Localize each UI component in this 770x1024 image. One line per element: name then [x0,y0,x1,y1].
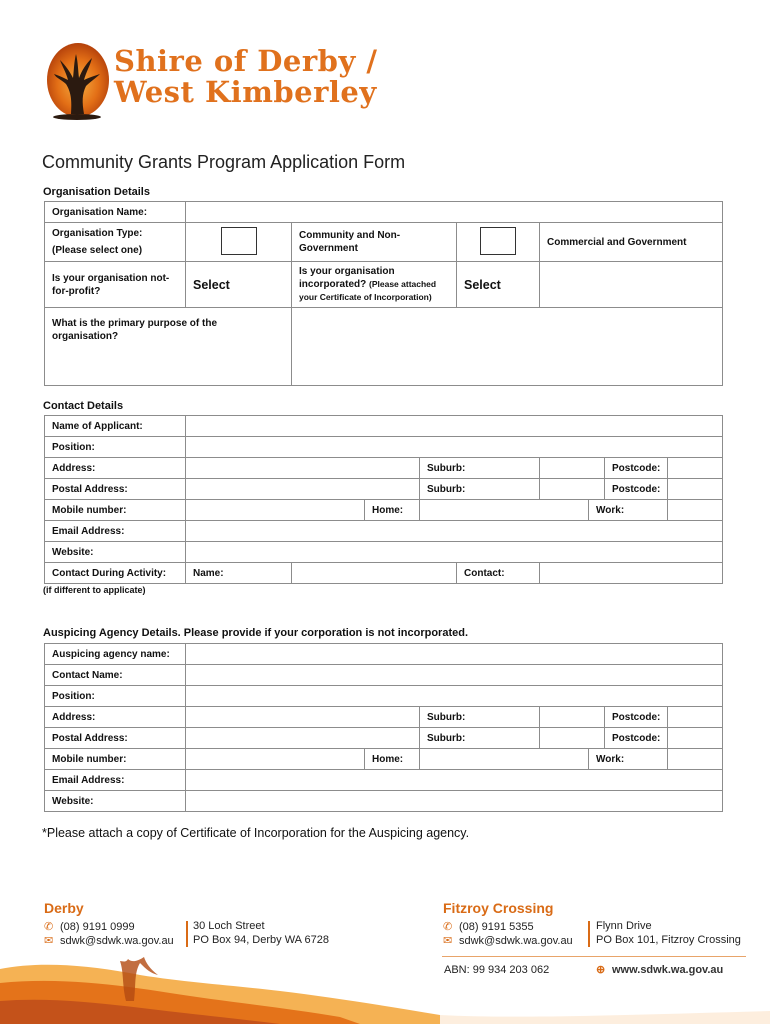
org-type-label-text: Organisation Type: [52,228,143,239]
nfp-label-line1: Is your organisation not- [52,272,170,284]
agency-postcode-field[interactable] [668,707,723,728]
org-type-label [45,223,186,262]
applicant-label: Name of Applicant: [45,416,186,437]
footer-derby-phone [44,920,135,933]
org-type-hint: (Please select one) [52,245,143,256]
website-field[interactable] [186,542,723,563]
contact-section-title: Contact Details [43,400,124,412]
nfp-label [45,262,186,308]
postal-address-field[interactable] [186,479,420,500]
purpose-field[interactable] [292,308,723,386]
mobile-field[interactable] [186,500,365,521]
website-label: Website: [45,542,186,563]
phone-icon: ✆ [443,921,453,933]
shire-logo-text [114,46,377,108]
page-title: Community Grants Program Application Form [42,152,406,172]
footnote: *Please attach a copy of Certificate of Incorporation for the Auspicing agency. [42,826,470,840]
activity-contact-label: Contact: [457,563,540,584]
org-type-cell-1 [186,223,292,262]
footer-divider [588,921,590,947]
position-label: Position: [45,437,186,458]
postcode-label: Postcode: [605,458,668,479]
email-icon: ✉ [44,935,54,947]
work-label: Work: [589,500,668,521]
nfp-select[interactable]: Select [186,262,292,308]
agency-website-label: Website: [45,791,186,812]
org-name-label: Organisation Name: [45,202,186,223]
address-field[interactable] [186,458,420,479]
postal-suburb-label: Suburb: [420,479,540,500]
home-field[interactable] [420,500,589,521]
postal-postcode-field[interactable] [668,479,723,500]
agency-postal-label: Postal Address: [45,728,186,749]
suburb-label: Suburb: [420,458,540,479]
work-field[interactable] [668,500,723,521]
derby-email-text: sdwk@sdwk.wa.gov.au [60,935,174,947]
inc-label-line2 [299,278,449,291]
agency-postal-postcode-field[interactable] [668,728,723,749]
mobile-label: Mobile number: [45,500,186,521]
agency-postal-suburb-label: Suburb: [420,728,540,749]
agency-name-label: Auspicing agency name: [45,644,186,665]
agency-suburb-field[interactable] [540,707,605,728]
footer-fitzroy-title: Fitzroy Crossing [443,900,554,916]
applicant-field[interactable] [186,416,723,437]
community-checkbox[interactable] [221,227,257,255]
logo-line-2: West Kimberley [114,75,377,109]
postcode-field[interactable] [668,458,723,479]
agency-work-label: Work: [589,749,668,770]
footer-derby-email [44,934,174,947]
footer-website[interactable] [596,963,723,976]
agency-position-label: Position: [45,686,186,707]
auspicing-section-title: Auspicing Agency Details. Please provide if your corporation is not incorporated. [43,627,469,639]
activity-label: Contact During Activity: [45,563,186,584]
footer-fitzroy-address1: Flynn Drive [596,920,652,932]
footer-derby-title: Derby [44,900,84,916]
commercial-checkbox[interactable] [480,227,516,255]
agency-postal-field[interactable] [186,728,420,749]
org-name-field[interactable] [186,202,723,223]
agency-position-field[interactable] [186,686,723,707]
activity-name-field[interactable] [292,563,457,584]
agency-email-field[interactable] [186,770,723,791]
agency-home-field[interactable] [420,749,589,770]
globe-icon: ⊕ [596,964,606,976]
derby-phone-text: (08) 9191 0999 [60,921,135,933]
footer-derby-address1: 30 Loch Street [193,920,265,932]
organisation-table [44,201,723,386]
footer-rule [442,956,746,957]
agency-contact-label: Contact Name: [45,665,186,686]
suburb-field[interactable] [540,458,605,479]
phone-icon: ✆ [44,921,54,933]
agency-website-field[interactable] [186,791,723,812]
footer-abn: ABN: 99 934 203 062 [444,964,550,976]
email-field[interactable] [186,521,723,542]
home-label: Home: [365,500,420,521]
incorporated-select[interactable]: Select [457,262,540,308]
agency-mobile-field[interactable] [186,749,365,770]
org-type-option-community [292,223,457,262]
postal-postcode-label: Postcode: [605,479,668,500]
agency-postal-postcode-label: Postcode: [605,728,668,749]
footer-derby-address2: PO Box 94, Derby WA 6728 [193,934,329,946]
activity-name-label: Name: [186,563,292,584]
contact-table [44,415,723,584]
website-text: www.sdwk.wa.gov.au [612,964,724,976]
incorporated-label [292,262,457,308]
email-label: Email Address: [45,521,186,542]
agency-home-label: Home: [365,749,420,770]
agency-suburb-label: Suburb: [420,707,540,728]
position-field[interactable] [186,437,723,458]
purpose-label-line1: What is the primary purpose of the [52,318,218,329]
inc-label-line3: your Certificate of Incorporation) [299,292,432,302]
purpose-label-line2: organisation? [52,331,119,342]
agency-name-field[interactable] [186,644,723,665]
organisation-section-title: Organisation Details [43,186,150,198]
option-community-line2: Government [299,243,358,254]
agency-postcode-label: Postcode: [605,707,668,728]
activity-note: (if different to applicate) [43,585,146,595]
agency-email-label: Email Address: [45,770,186,791]
purpose-label [45,308,292,386]
fitzroy-phone-text: (08) 9191 5355 [459,921,534,933]
org-type-option-commercial: Commercial and Government [540,223,723,262]
agency-postal-suburb-field[interactable] [540,728,605,749]
nfp-label-line2: for-profit? [52,285,101,297]
footer-fitzroy-address2: PO Box 101, Fitzroy Crossing [596,934,741,946]
fitzroy-email-text: sdwk@sdwk.wa.gov.au [459,935,573,947]
inc-label-line2a: incorporated? [299,279,367,290]
postal-suburb-field[interactable] [540,479,605,500]
address-label: Address: [45,458,186,479]
footer-fitzroy-email [443,934,573,947]
inc-label-line1: Is your organisation [299,266,395,277]
postal-address-label: Postal Address: [45,479,186,500]
option-community-line1: Community and Non- [299,230,401,241]
agency-work-field[interactable] [668,749,723,770]
incorporated-blank [540,262,723,308]
logo-line-1: Shire of Derby / [114,44,378,78]
inc-label-line2b: (Please attached [369,279,437,289]
footer-divider [186,921,188,947]
auspicing-table [44,643,723,812]
agency-address-field[interactable] [186,707,420,728]
activity-contact-field[interactable] [540,563,723,584]
org-type-cell-2 [457,223,540,262]
boab-tree-logo-icon [47,43,109,120]
email-icon: ✉ [443,935,453,947]
agency-mobile-label: Mobile number: [45,749,186,770]
agency-address-label: Address: [45,707,186,728]
agency-contact-field[interactable] [186,665,723,686]
footer-fitzroy-phone [443,920,534,933]
